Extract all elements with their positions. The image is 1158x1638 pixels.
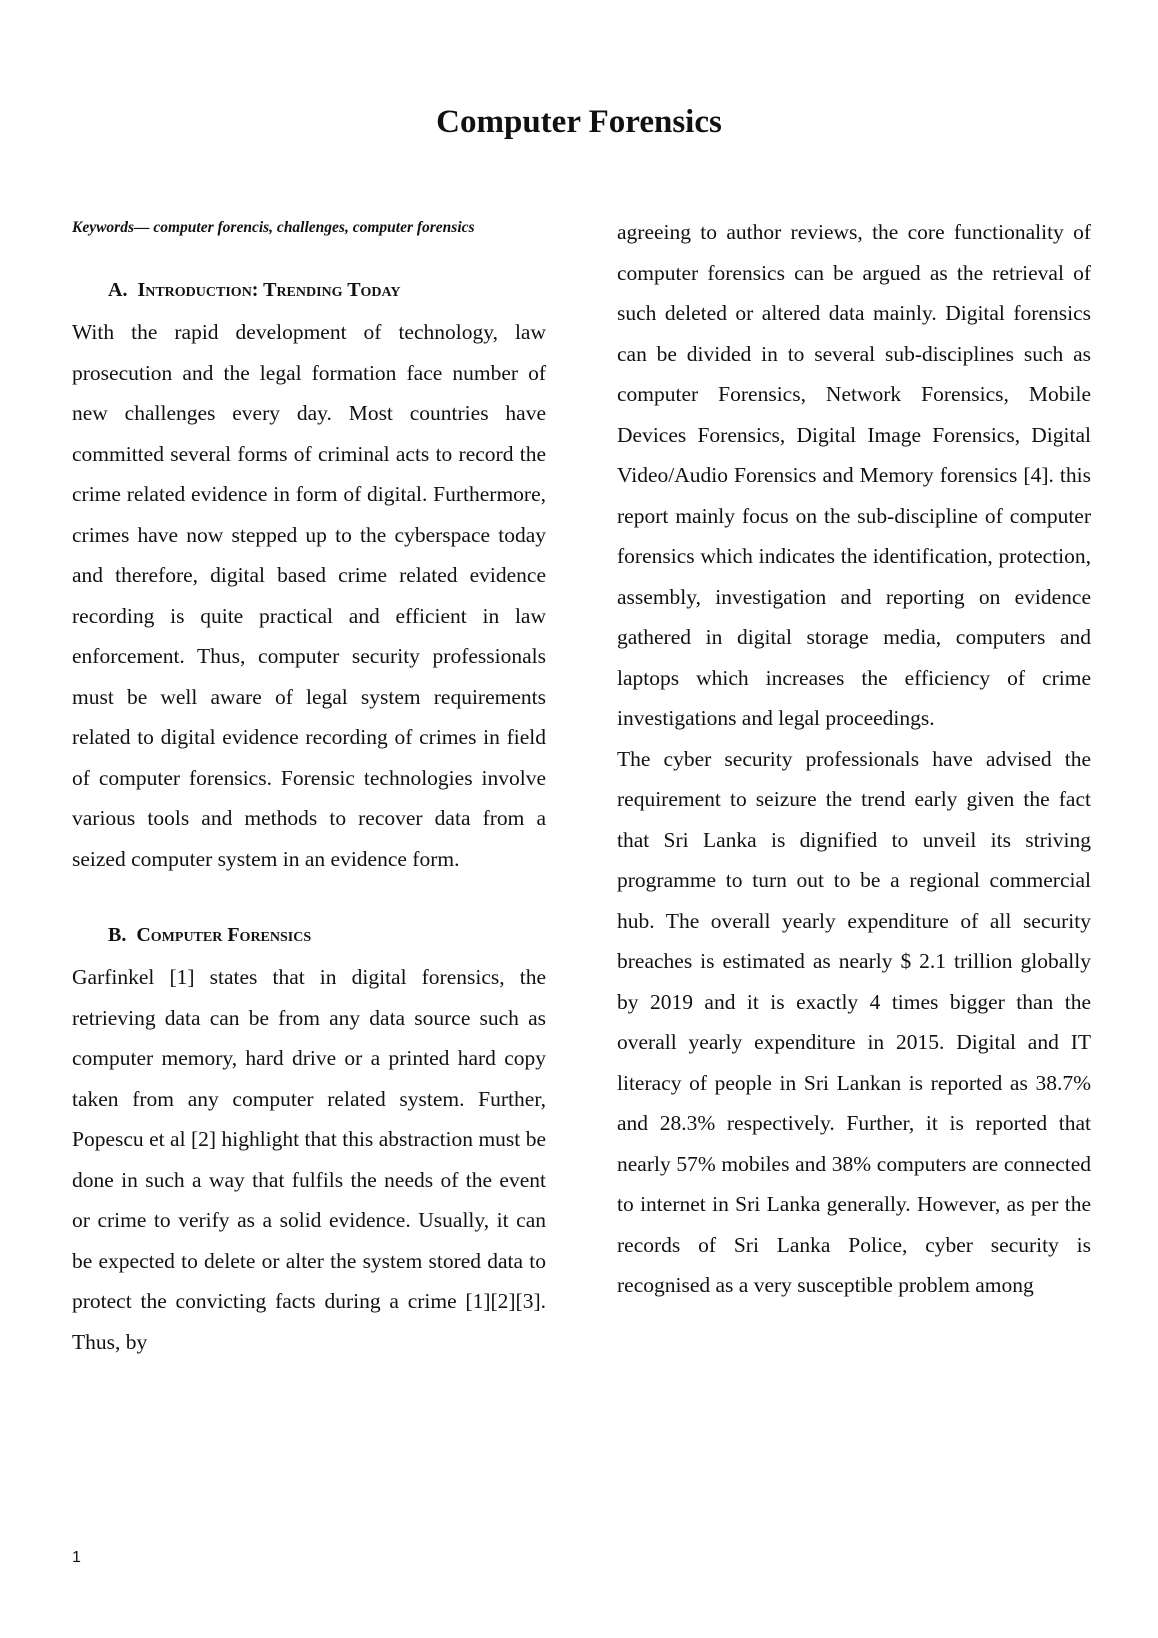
left-column xyxy=(72,212,546,1362)
right-paragraph-1: agreeing to author reviews, the core functionality of computer forensics can be argued as the retrieval of such deleted or altered data mainly. Digital forensics can be divided in to several sub-disciplines such as computer Forensics, Network Forensics, Mobile Devices Forensics, Digital Image Forensics, Digital Video/Audio Forensics and Memory forensics [4]. this report mainly focus on the sub-discipline of computer forensics which indicates the identification, protection, assembly, investigation and reporting on evidence gathered in digital storage media, computers and laptops which increases the efficiency of crime investigations and legal proceedings. xyxy=(617,220,1091,730)
section-number: A. xyxy=(108,279,128,301)
page-number: 1 xyxy=(72,1549,81,1566)
section-heading-computer-forensics xyxy=(108,923,546,947)
section-heading-introduction xyxy=(108,278,546,302)
keywords-text: — computer forencis, challenges, computer forensics xyxy=(134,219,475,236)
right-paragraph-2: The cyber security professionals have advised the requirement to seizure the trend early given the fact that Sri Lanka is dignified to unveil its striving programme to turn out to be a regional commercial hub. The overall yearly expenditure of all security breaches is estimated as nearly $ 2.1 trillion globally by 2019 and it is exactly 4 times bigger than the overall yearly expenditure in 2015. Digital and IT literacy of people in Sri Lankan is reported as 38.7% and 28.3% respectively. Further, it is reported that nearly 57% mobiles and 38% computers are connected to internet in Sri Lanka generally. However, as per the records of Sri Lanka Police, cyber security is recognised as a very susceptible problem among xyxy=(617,746,1091,1297)
section-title: Computer Forensics xyxy=(136,924,312,946)
keywords-label: Keywords xyxy=(72,219,134,236)
introduction-paragraph: With the rapid development of technology, law prosecution and the legal formation face number of new challenges every day. Most countries have committed several forms of criminal acts to record the crime related evidence in form of digital. Furthermore, crimes have now stepped up to the cyberspace today and therefore, digital based crime related evidence recording is quite practical and efficient in law enforcement. Thus, computer security professionals must be well aware of legal system requirements related to digital evidence recording of crimes in field of computer forensics. Forensic technologies involve various tools and methods to recover data from a seized computer system in an evidence form. xyxy=(72,320,546,871)
section-number: B. xyxy=(108,924,127,946)
keywords xyxy=(72,218,546,238)
section-title: Introduction: Trending Today xyxy=(137,279,401,301)
computer-forensics-paragraph: Garfinkel [1] states that in digital forensics, the retrieving data can be from any data source such as computer memory, hard drive or a printed hard copy taken from any computer related system. Further, Popescu et al [2] highlight that this abstraction must be done in such a way that fulfils the needs of the event or crime to verify as a solid evidence. Usually, it can be expected to delete or alter the system stored data to protect the convicting facts during a crime [1][2][3]. Thus, by xyxy=(72,965,546,1354)
document-title: Computer Forensics xyxy=(436,104,722,140)
right-column xyxy=(617,212,1091,1306)
